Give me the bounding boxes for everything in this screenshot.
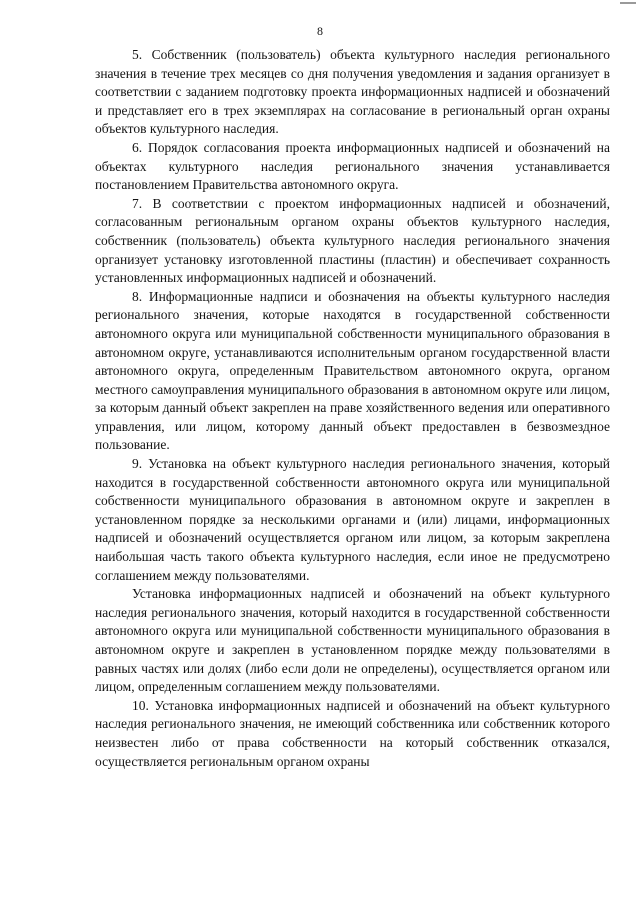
document-body (95, 46, 610, 771)
scan-mark (620, 2, 636, 4)
page-number: 8 (317, 24, 323, 38)
paragraph-9-continued: Установка информационных надписей и обозначений на объект культурного наследия регионального значения, который находится в государственной собственности автономного округа или муниципальной собственности муниципального образования в автономном округе и закреплен в установленном порядке между пользователями в равных частях или долях (либо если доли не определены), осуществляется органом или лицом, определенным соглашением между пользователями. (95, 586, 610, 695)
paragraph-6: 6. Порядок согласования проекта информационных надписей и обозначений на объектах культурного наследия регионального значения устанавливается постановлением Правительства автономного округа. (95, 139, 610, 193)
paragraph-7: 7. В соответствии с проектом информационных надписей и обозначений, согласованным региональным органом охраны объектов культурного наследия, собственник (пользователь) объекта культурного наследия регионального значения организует установку изготовленной пластины (пластин) и обеспечивает сохранность установленных информационных надписей и обозначений. (95, 195, 610, 286)
paragraph-10: 10. Установка информационных надписей и обозначений на объект культурного наследия регионального значения, не имеющий собственника или собственник которого неизвестен либо от права собственности на который собственник отказался, осуществляется региональным органом охраны (95, 697, 610, 769)
paragraph-5: 5. Собственник (пользователь) объекта культурного наследия регионального значения в течение трех месяцев со дня получения уведомления и задания организует в соответствии с заданием подготовку проекта информационных надписей и обозначений и представляет его в трех экземплярах на согласование в региональный орган охраны объектов культурного наследия. (95, 47, 610, 137)
paragraph-8: 8. Информационные надписи и обозначения на объекты культурного наследия регионального значения, которые находятся в государственной собственности автономного округа или муниципальной собственности муниципального образования в автономном округе, устанавливаются исполнительным органом государственной власти автономного округа, определенным Правительством автономного округа, органом местного самоуправления муниципального образования в автономном округе или лицом, за которым данный объект закреплен на праве хозяйственного ведения или оперативного управления, или лицом, которому данный объект предоставлен в безвозмездное пользование. (95, 288, 610, 453)
paragraph-9: 9. Установка на объект культурного наследия регионального значения, который находится в государственной собственности автономного округа или муниципальной собственности муниципального образования в автономном округе и закреплен в установленном порядке за несколькими органами и (или) лицами, информационных надписей и обозначений осуществляется органом или лицом, за которым закреплена наибольшая часть такого объекта культурного наследия, если иное не предусмотрено соглашением между пользователями. (95, 456, 610, 583)
